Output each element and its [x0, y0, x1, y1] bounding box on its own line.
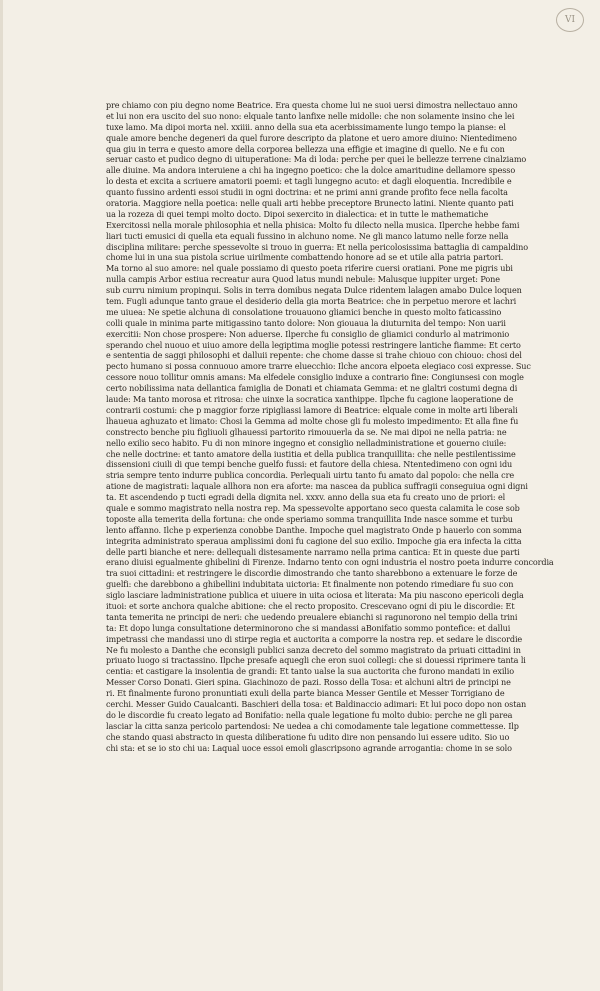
- text-line: Messer Corso Donati. Gieri spina. Giachinozo de pazi. Rosso della Tosa: et alchuni altri de principi ne: [106, 677, 511, 688]
- text-line: Ma torno al suo amore: nel quale possiamo di questo poeta riferire cuersi oratiani. Pone me pigris ubi: [106, 263, 513, 274]
- body-text-column: [106, 100, 554, 753]
- text-line: cerchi. Messer Guido Caualcanti. Baschieri della tosa: et Baldinaccio adimari: Et lui poco dopo non ostan: [106, 698, 527, 709]
- text-line: ituoi: et sorte anchora qualche abitione: che el recto proposito. Crescevano ogni di piu le discordie: Et: [106, 600, 515, 611]
- text-line: chi sta: et se io sto chi ua: Laqual uoce essoi emoli glascripsono agrande arrogantia: chome in se solo: [106, 742, 512, 753]
- text-line: atione de magistrati: laquale allhora non era aforte: ma nascea da publica suffragii conseguiua ogni digni: [106, 481, 528, 492]
- text-line: sub curru nimium propinqui. Solis in terra domibus negata Dulce ridentem lalagen amabo Dulce loquen: [106, 285, 522, 296]
- text-line: chome lui in una sua pistola scriue uirilmente combattendo honore ad se et utile alla patria partori.: [106, 252, 504, 263]
- text-line: certo nobilissima nata dellantica famiglia de Donati et chiamata Gemma: et ne glaltri costumi degna di: [106, 383, 518, 394]
- text-line: lasciar la citta sanza pericolo partendosi: Ne uedea a chi comodamente tale legatione commettesse. Ilp: [106, 720, 519, 731]
- text-line: seruar casto et pudico degno di uituperatione: Ma di loda: perche per quei le bellezze terrene cinalziamo: [106, 154, 527, 165]
- text-line: laude: Ma tanto morosa et ritrosa: che uinxe la socratica xanthippe. Ilpche fu cagione laoperatione de: [106, 394, 514, 405]
- text-line: sperando chel nuouo et uiuo amore della legiptima moglie potessi restringere lantiche fiamme: Et certo: [106, 339, 521, 350]
- text-line: che nelle doctrine: et tanto amatore della iustitia et della publica tranquillita: che nelle pestilentissime: [106, 448, 516, 459]
- text-line: centia: et castigare la insolentia de grandi: Et tanto ualse la sua auctorita che furono mandati in exilio: [106, 666, 514, 677]
- text-line: liari tucti emusici di quella eta equali fussino in alchuno nome. Ne gli manco latumo nelle forze nella: [106, 230, 509, 241]
- text-line: lo desta et excita a scriuere amatorii poemi: et tagli lungegno acuto: et dagli eloquentia. Incredibile e: [106, 176, 512, 187]
- text-line: delle parti bianche et nere: dellequali distesamente narramo nella prima cantica: Et in queste due parti: [106, 546, 520, 557]
- text-line: colli quale in minima parte mitigassino tanto dolore: Non giouaua la diuturnita del tempo: Non uarii: [106, 317, 506, 328]
- text-line: exercitii: Non chose prospere: Non aduerse. Ilperche fu consiglio de gliamici condurlo al matrimonio: [106, 328, 510, 339]
- text-line: me uiuea: Ne spetie alchuna di consolatione trouauono gliamici benche in questo molto faticassino: [106, 306, 502, 317]
- page-edge-shadow: [0, 0, 3, 991]
- text-line: ri. Et finalmente furono pronuntiati exuli della parte bianca Messer Gentile et Messer Torrigiano de: [106, 688, 505, 699]
- text-line: disciplina militare: perche spessevolte si trouo in guerra: Et nella pericolosissima battaglia di campaldino: [106, 241, 528, 252]
- text-line: tra suoi cittadini: et restringere le discordie dimostrando che tanto sharebbono a extenuare le forze de: [106, 568, 518, 579]
- text-line: tem. Fugli adunque tanto graue el desiderio della gia morta Beatrice: che in perpetuo merore et lachri: [106, 296, 517, 307]
- text-line: cessore nouo tollitur omnis amans: Ma elfedele consiglio induxe a contrario fine: Congiunsesi con mogle: [106, 372, 524, 383]
- text-line: quale amore benche degeneri da quel furore descripto da platone et uero amore diuino: Nientedimeno: [106, 132, 517, 143]
- text-line: e sententia de saggi philosophi et dalluii repente: che chome dasse si trahe chiouo con chiouo: chosi del: [106, 350, 522, 361]
- text-line: quale e sommo magistrato nella nostra rep. Ma spessevolte apportano seco questa calamita le cose sob: [106, 502, 520, 513]
- text-line: do le discordie fu creato legato ad Bonifatio: nella quale legatione fu molto dubio: perche ne gli parea: [106, 709, 513, 720]
- text-line: et lui non era uscito del suo nono: elquale tanto lanfixe nelle midolle: che non solamente insino che lei: [106, 110, 515, 121]
- text-line: tanta temerita ne principi de neri: che uedendo preualere ebianchi si ragunorono nel tempio della trini: [106, 611, 518, 622]
- text-line: pecto humano si possa connuouo amore trarre eluecchio: Ilche ancora elpoeta elegiaco cosi expresse. Suc: [106, 361, 531, 372]
- text-line: contrarii costumi: che p maggior forze ripigliassi lamore di Beatrice: elquale come in molte arti liberali: [106, 404, 518, 415]
- text-line: integrita administrato speraua amplissimi doni fu cagione del suo exilio. Impoche gia era infecta la citta: [106, 535, 522, 546]
- text-line: Ne fu molesto a Danthe che econsigli publici sanza decreto del sommo magistrato da priuati cittadini in: [106, 644, 521, 655]
- text-line: lhaueua aghuzato et limato: Chosi la Gemma ad molte chose gli fu molesto impedimento: Et alla fine fu: [106, 415, 519, 426]
- text-line: che stando quasi abstracto in questa diliberatione fu udito dire non pensando lui essere udito. Sio uo: [106, 731, 510, 742]
- text-line: toposte alla temerita della fortuna: che onde speriamo somma tranquillita Inde nasce somme et turbu: [106, 513, 513, 524]
- text-line: quanto fussino ardenti essoi studii in ogni doctrina: et ne primi anni grande profito fece nella facolta: [106, 187, 508, 198]
- text-line: priuato luogo si tractassino. Ilpche presafe aquegli che eron suoi collegi: che si douessi riprimere tanta li: [106, 655, 526, 666]
- text-line: ta: Et dopo lunga consultatione determinorono che si mandassi aBonifatio sommo pontefice: et dallui: [106, 622, 511, 633]
- text-line: pre chiamo con piu degno nome Beatrice. Era questa chome lui ne suoi uersi dimostra nellectauo anno: [106, 100, 518, 110]
- text-line: nulla campis Arbor estiua recreatur aura Quod latus mundi nebule: Malusque iuppiter urget: Pone: [106, 274, 500, 285]
- text-line: erano diuisi egualmente ghibelini di Firenze. Indarno tento con ogni industria el nostro poeta indurre concordia: [106, 557, 554, 568]
- text-line: oratoria. Maggiore nella poetica: nelle quali arti hebbe preceptore Brunecto latini. Niente quanto pati: [106, 198, 514, 209]
- text-line: nello exilio seco habito. Fu di non minore ingegno et consiglio nelladministratione et gouerno ciuile:: [106, 437, 507, 448]
- text-line: guelfi: che darebbono a ghibellini indubitata uictoria: Et finalmente non potendo rimediare fu suo con: [106, 579, 514, 590]
- text-line: alle diuine. Ma andora interuiene a chi ha ingegno poetico: che la dolce amaritudine dellamore spesso: [106, 165, 516, 176]
- text-line: stria sempre tento indurre publica concordia. Perlequali uirtu tanto fu amato dal popolo: che nella cre: [106, 470, 515, 481]
- text-line: tuxe lamo. Ma dipoi morta nel. xxiiii. anno della sua eta acerbissimamente lungo tempo la pianse: el: [106, 121, 506, 132]
- text-line: impetrassi che mandassi uno di stirpe regia et auctorita a comporre la nostra rep. et sedare le discordie: [106, 633, 523, 644]
- text-line: siglo lasciare ladministratione publica et uiuere in uita ociosa et literata: Ma piu nascono epericoli degla: [106, 590, 524, 601]
- text-line: constrecto benche piu figliuoli glhauessi partorito rimouuerla da se. Ne mai dipoi ne nella patria: ne: [106, 426, 507, 437]
- text-line: dissensioni ciuili di que tempi benche guelfo fussi: et fautore della chiesa. Ntentedimeno con ogni idu: [106, 459, 513, 470]
- text-line: ta. Et ascendendo p tucti egradi della dignita nel. xxxv. anno della sua eta fu creato uno de priori: el: [106, 492, 506, 503]
- text-line: lento affanno. Ilche p experienza conobbe Danthe. Impoche quel magistrato Onde p hauerlo con somma: [106, 524, 522, 535]
- text-line: qua giu in terra e questo amore della corporea bellezza una effigie et imagine di quello. Ne e fu con: [106, 143, 505, 154]
- text-line: Exercitossi nella morale philosophia et nella phisica: Molto fu dilecto nella musica. Ilperche hebbe fami: [106, 219, 520, 230]
- page-folio-stamp: VI: [556, 8, 584, 32]
- text-line: ua la rozeza di quei tempi molto docto. Dipoi sexercito in dialectica: et in tutte le mathematiche: [106, 208, 489, 219]
